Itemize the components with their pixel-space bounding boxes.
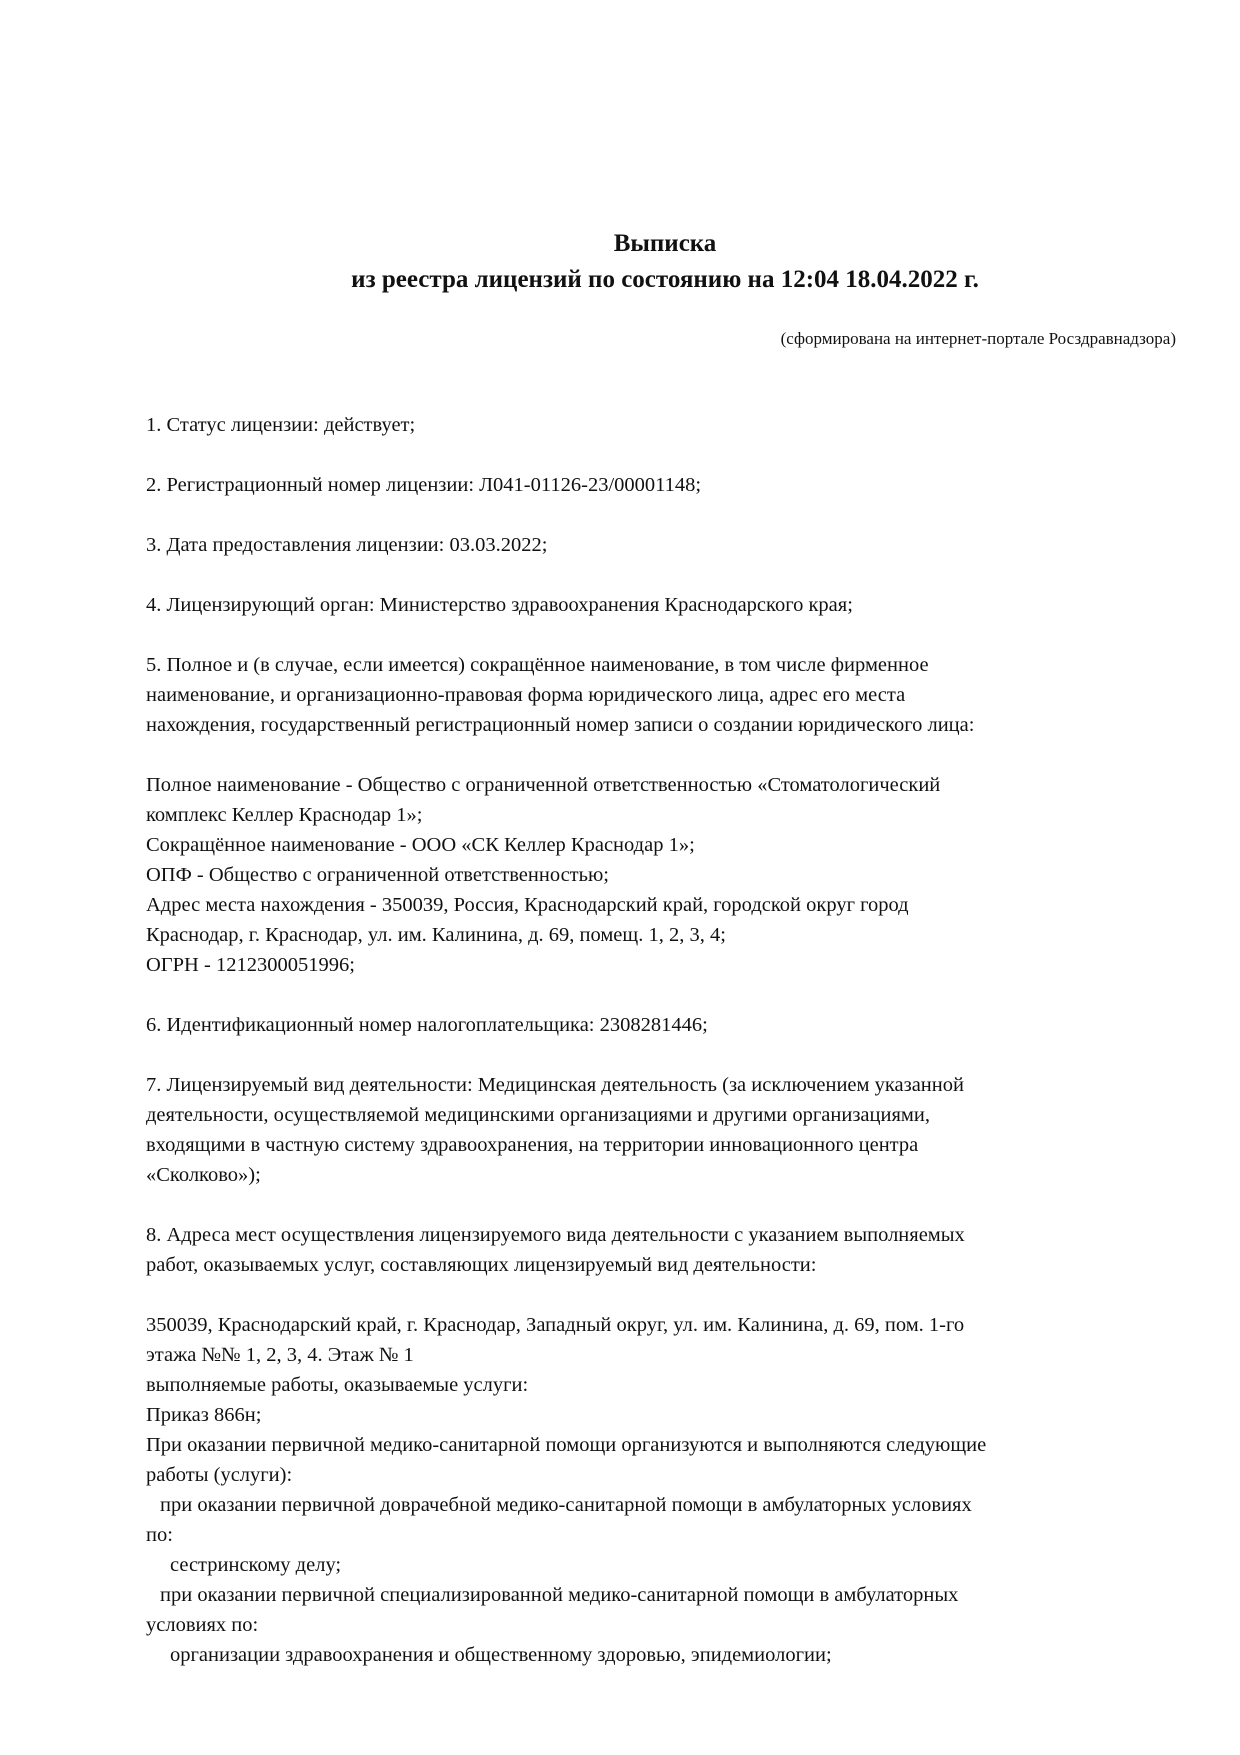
org-legal-form: ОПФ - Общество с ограниченной ответственностью; <box>146 864 609 886</box>
item-reg-number: 2. Регистрационный номер лицензии: Л041-01126-23/00001148; <box>146 474 702 496</box>
org-address: Адрес места нахождения - 350039, Россия, Краснодарский край, городской округ город <box>146 894 909 916</box>
service-item: сестринскому делу; <box>170 1554 342 1576</box>
item-name-heading-line: 5. Полное и (в случае, если имеется) сокращённое наименование, в том числе фирменное <box>146 654 929 676</box>
item-activity-line: 7. Лицензируемый вид деятельности: Медицинская деятельность (за исключением указанной <box>146 1074 964 1096</box>
order-ref: Приказ 866н; <box>146 1404 262 1426</box>
service-category-cont: по: <box>146 1524 173 1546</box>
service-category: при оказании первичной специализированной медико-санитарной помощи в амбулаторных <box>160 1584 959 1606</box>
address-line: 350039, Краснодарский край, г. Краснодар, Западный округ, ул. им. Калинина, д. 69, пом. 1-го <box>146 1314 965 1336</box>
org-ogrn: ОГРН - 1212300051996; <box>146 954 355 976</box>
services-intro: При оказании первичной медико-санитарной помощи организуются и выполняются следующие <box>146 1434 987 1456</box>
item-authority: 4. Лицензирующий орган: Министерство здравоохранения Краснодарского края; <box>146 594 853 616</box>
service-item: организации здравоохранения и общественному здоровью, эпидемиологии; <box>170 1644 832 1666</box>
item-inn: 6. Идентификационный номер налогоплательщика: 2308281446; <box>146 1014 708 1036</box>
services-label: выполняемые работы, оказываемые услуги: <box>146 1374 529 1396</box>
item-addresses-heading-line: работ, оказываемых услуг, составляющих лицензируемый вид деятельности: <box>146 1254 817 1276</box>
item-activity-line: входящими в частную систему здравоохранения, на территории инновационного центра <box>146 1134 919 1156</box>
service-category: при оказании первичной доврачебной медико-санитарной помощи в амбулаторных условиях <box>160 1494 972 1516</box>
item-date: 3. Дата предоставления лицензии: 03.03.2022; <box>146 534 548 556</box>
item-activity-line: деятельности, осуществляемой медицинскими организациями и другими организациями, <box>146 1104 930 1126</box>
item-name-heading-line: нахождения, государственный регистрационный номер записи о создании юридического лица: <box>146 714 975 736</box>
document-subtitle: из реестра лицензий по состоянию на 12:04 18.04.2022 г. <box>351 266 979 293</box>
source-note: (сформирована на интернет-портале Росздравнадзора) <box>780 329 1176 348</box>
item-activity-line: «Сколково»); <box>146 1164 261 1186</box>
address-line: этажа №№ 1, 2, 3, 4. Этаж № 1 <box>146 1344 414 1366</box>
org-address-cont: Краснодар, г. Краснодар, ул. им. Калинина, д. 69, помещ. 1, 2, 3, 4; <box>146 924 726 946</box>
org-short-name: Сокращённое наименование - ООО «СК Келлер Краснодар 1»; <box>146 834 695 856</box>
item-status: 1. Статус лицензии: действует; <box>146 414 416 436</box>
services-intro-cont: работы (услуги): <box>146 1464 293 1486</box>
service-category-cont: условиях по: <box>146 1614 259 1636</box>
document-title: Выписка <box>613 230 717 257</box>
item-name-heading-line: наименование, и организационно-правовая форма юридического лица, адрес его места <box>146 684 906 706</box>
org-full-name-cont: комплекс Келлер Краснодар 1»; <box>146 804 423 826</box>
item-addresses-heading-line: 8. Адреса мест осуществления лицензируемого вида деятельности с указанием выполняемых <box>146 1224 965 1246</box>
org-full-name: Полное наименование - Общество с ограниченной ответственностью «Стоматологический <box>146 774 941 796</box>
